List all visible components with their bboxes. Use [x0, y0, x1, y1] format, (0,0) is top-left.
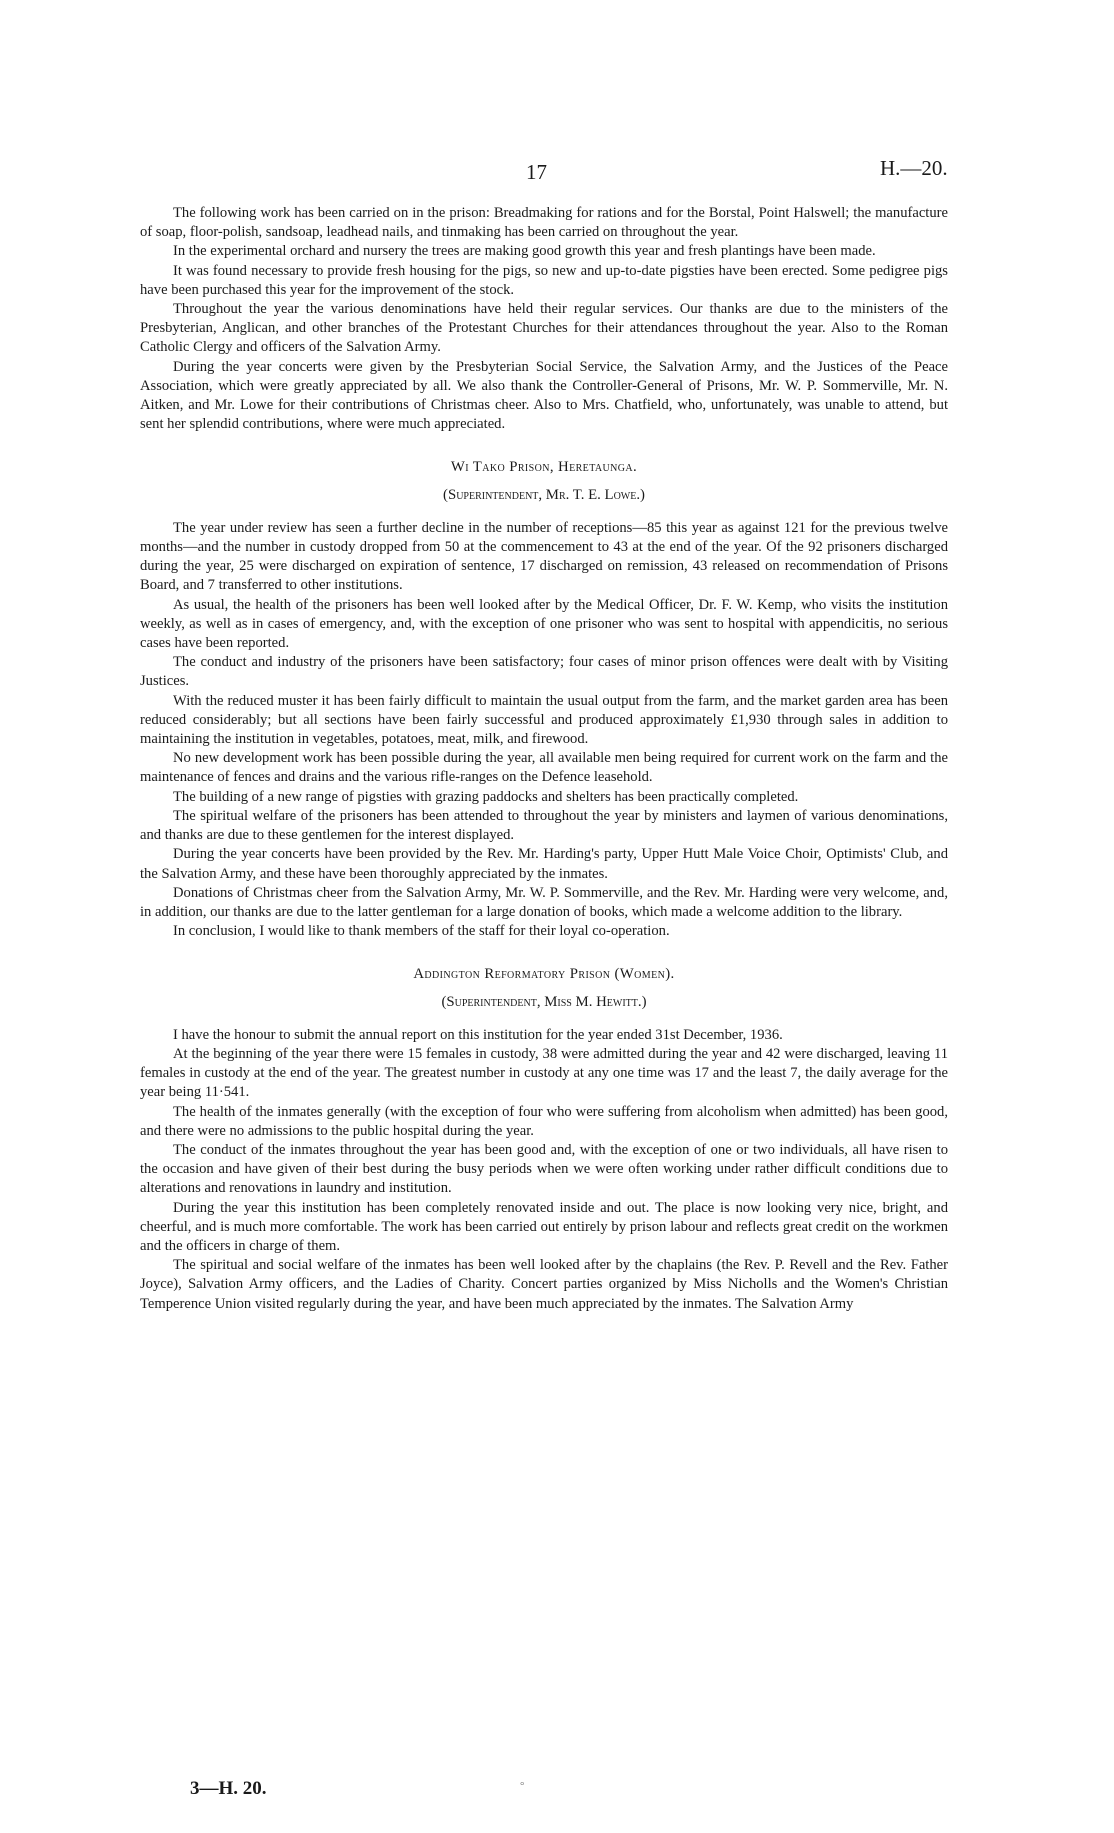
section-subheading: (Superintendent, Mr. T. E. Lowe.) [443, 486, 645, 503]
paragraph: As usual, the health of the prisoners has been well looked after by the Medical Officer, Dr. F. W. Kemp, who visits the institution weekly, as well as in cases of emergency, and, with the exception of one prisoner who was sent to hospital with appendicitis, no serious cases have been reported. [140, 596, 948, 652]
paragraph: I have the honour to submit the annual report on this institution for the year ended 31st December, 1936. [173, 1026, 783, 1043]
document-reference: H.—20. [880, 156, 948, 180]
paragraph: The building of a new range of pigsties with grazing paddocks and shelters has been practically completed. [173, 788, 799, 805]
paragraph: The health of the inmates generally (with the exception of four who were suffering from alcoholism when admitted) has been good, and there were no admissions to the public hospital during the year. [140, 1103, 948, 1139]
paragraph: In the experimental orchard and nursery the trees are making good growth this year and fresh plantings have been made. [173, 243, 876, 260]
wi-tako-section [140, 458, 948, 941]
paragraph: The spiritual welfare of the prisoners has been attended to throughout the year by ministers and laymen of various denominations, and thanks are due to these gentlemen for the interest displayed. [140, 807, 948, 844]
paragraph: During the year this institution has been completely renovated inside and out. The place is now looking very nice, bright, and cheerful, and is much more comfortable. The work has been carried out entirely by prison labour and reflects great credit on the workmen and the officers in charge of them. [140, 1199, 948, 1254]
section-subheading: (Superintendent, Miss M. Hewitt.) [441, 993, 647, 1010]
paragraph: During the year concerts have been provided by the Rev. Mr. Harding's party, Upper Hutt Male Voice Choir, Optimists' Club, and the Salvation Army, and these have been thoroughly appreciated by the inmates. [140, 846, 948, 882]
paragraph: With the reduced muster it has been fairly difficult to maintain the usual output from the farm, and the market garden area has been reduced considerably; but all sections have been fairly successful and produced approximately £1,930 through sales in addition to maintaining the institution in vegetables, potatoes, meat, milk, and firewood. [140, 692, 948, 748]
section-heading: Wi Tako Prison, Heretaunga. [450, 459, 638, 476]
paragraph: Throughout the year the various denominations have held their regular services. Our thanks are due to the ministers of the Presbyterian, Anglican, and other branches of the Protestant Churches for their attendances throughout the year. Also to the Roman Catholic Clergy and officers of the Salvation Army. [140, 301, 948, 356]
printer-mark: ° [520, 1780, 525, 1792]
section-heading: Addington Reformatory Prison (Women). [413, 966, 675, 983]
paragraph: The spiritual and social welfare of the inmates has been well looked after by the chaplains (the Rev. P. Revell and the Rev. Father Joyce), Salvation Army officers, and the Ladies of Charity. Concert parties organized by Miss Nicholls and the Women's Christian Temperence Union visited regularly during the year, and have been much appreciated by the inmates. The Salvation Army [140, 1257, 948, 1312]
paragraph: Donations of Christmas cheer from the Salvation Army, Mr. W. P. Sommerville, and the Rev. Mr. Harding were very welcome, and, in addition, our thanks are due to the latter gentleman for a large donation of books, which made a welcome addition to the library. [140, 884, 948, 920]
paragraph: At the beginning of the year there were 15 females in custody, 38 were admitted during the year and 42 were discharged, leaving 11 females in custody at the end of the year. The greatest number in custody at any one time was 17 and the least 7, the daily average for the year being 11·541. [140, 1045, 948, 1101]
paragraph: The conduct of the inmates throughout the year has been good and, with the exception of one or two individuals, all have risen to the occasion and have given of their best during the busy periods when we were often working under rather difficult conditions due to alterations and renovations in laundry and institution. [140, 1141, 948, 1197]
paragraph: In conclusion, I would like to thank members of the staff for their loyal co-operation. [173, 923, 670, 940]
paragraph: The conduct and industry of the prisoners have been satisfactory; four cases of minor prison offences were dealt with by Visiting Justices. [140, 654, 948, 690]
page-number: 17 [526, 160, 547, 184]
paragraph: The year under review has seen a further decline in the number of receptions—85 this year as against 121 for the previous twelve months—and the number in custody dropped from 50 at the commencement to 43 at the end of the year. Of the 92 prisoners discharged during the year, 25 were discharged on expiration of sentence, 17 discharged on remission, 43 released on recommendation of Prisons Board, and 7 transferred to other institutions. [140, 519, 948, 594]
paragraph: It was found necessary to provide fresh housing for the pigs, so new and up-to-date pigsties have been erected. Some pedigree pigs have been purchased this year for the improvement of the stock. [140, 262, 948, 298]
addington-section [140, 965, 948, 1313]
page-header [0, 152, 1114, 186]
paragraph: No new development work has been possible during the year, all available men being required for current work on the farm and the maintenance of fences and drains and the various rifle-ranges on the Defence leasehold. [140, 750, 948, 786]
report-body [140, 204, 948, 1314]
intro-section [140, 204, 948, 434]
paragraph: The following work has been carried on in the prison: Breadmaking for rations and for the Borstal, Point Halswell; the manufacture of soap, floor-polish, sandsoap, leadhead nails, and tinmaking has been carried on throughout the year. [140, 205, 948, 241]
footer-reference: 3—H. 20. [190, 1778, 267, 1799]
paragraph: During the year concerts were given by the Presbyterian Social Service, the Salvation Army, and the Justices of the Peace Association, which were greatly appreciated by all. We also thank the Controller-General of Prisons, Mr. W. P. Sommerville, Mr. N. Aitken, and Mr. Lowe for their contributions of Christmas cheer. Also to Mrs. Chatfield, who, unfortunately, was unable to attend, but sent her splendid contributions, where were much appreciated. [140, 358, 948, 433]
